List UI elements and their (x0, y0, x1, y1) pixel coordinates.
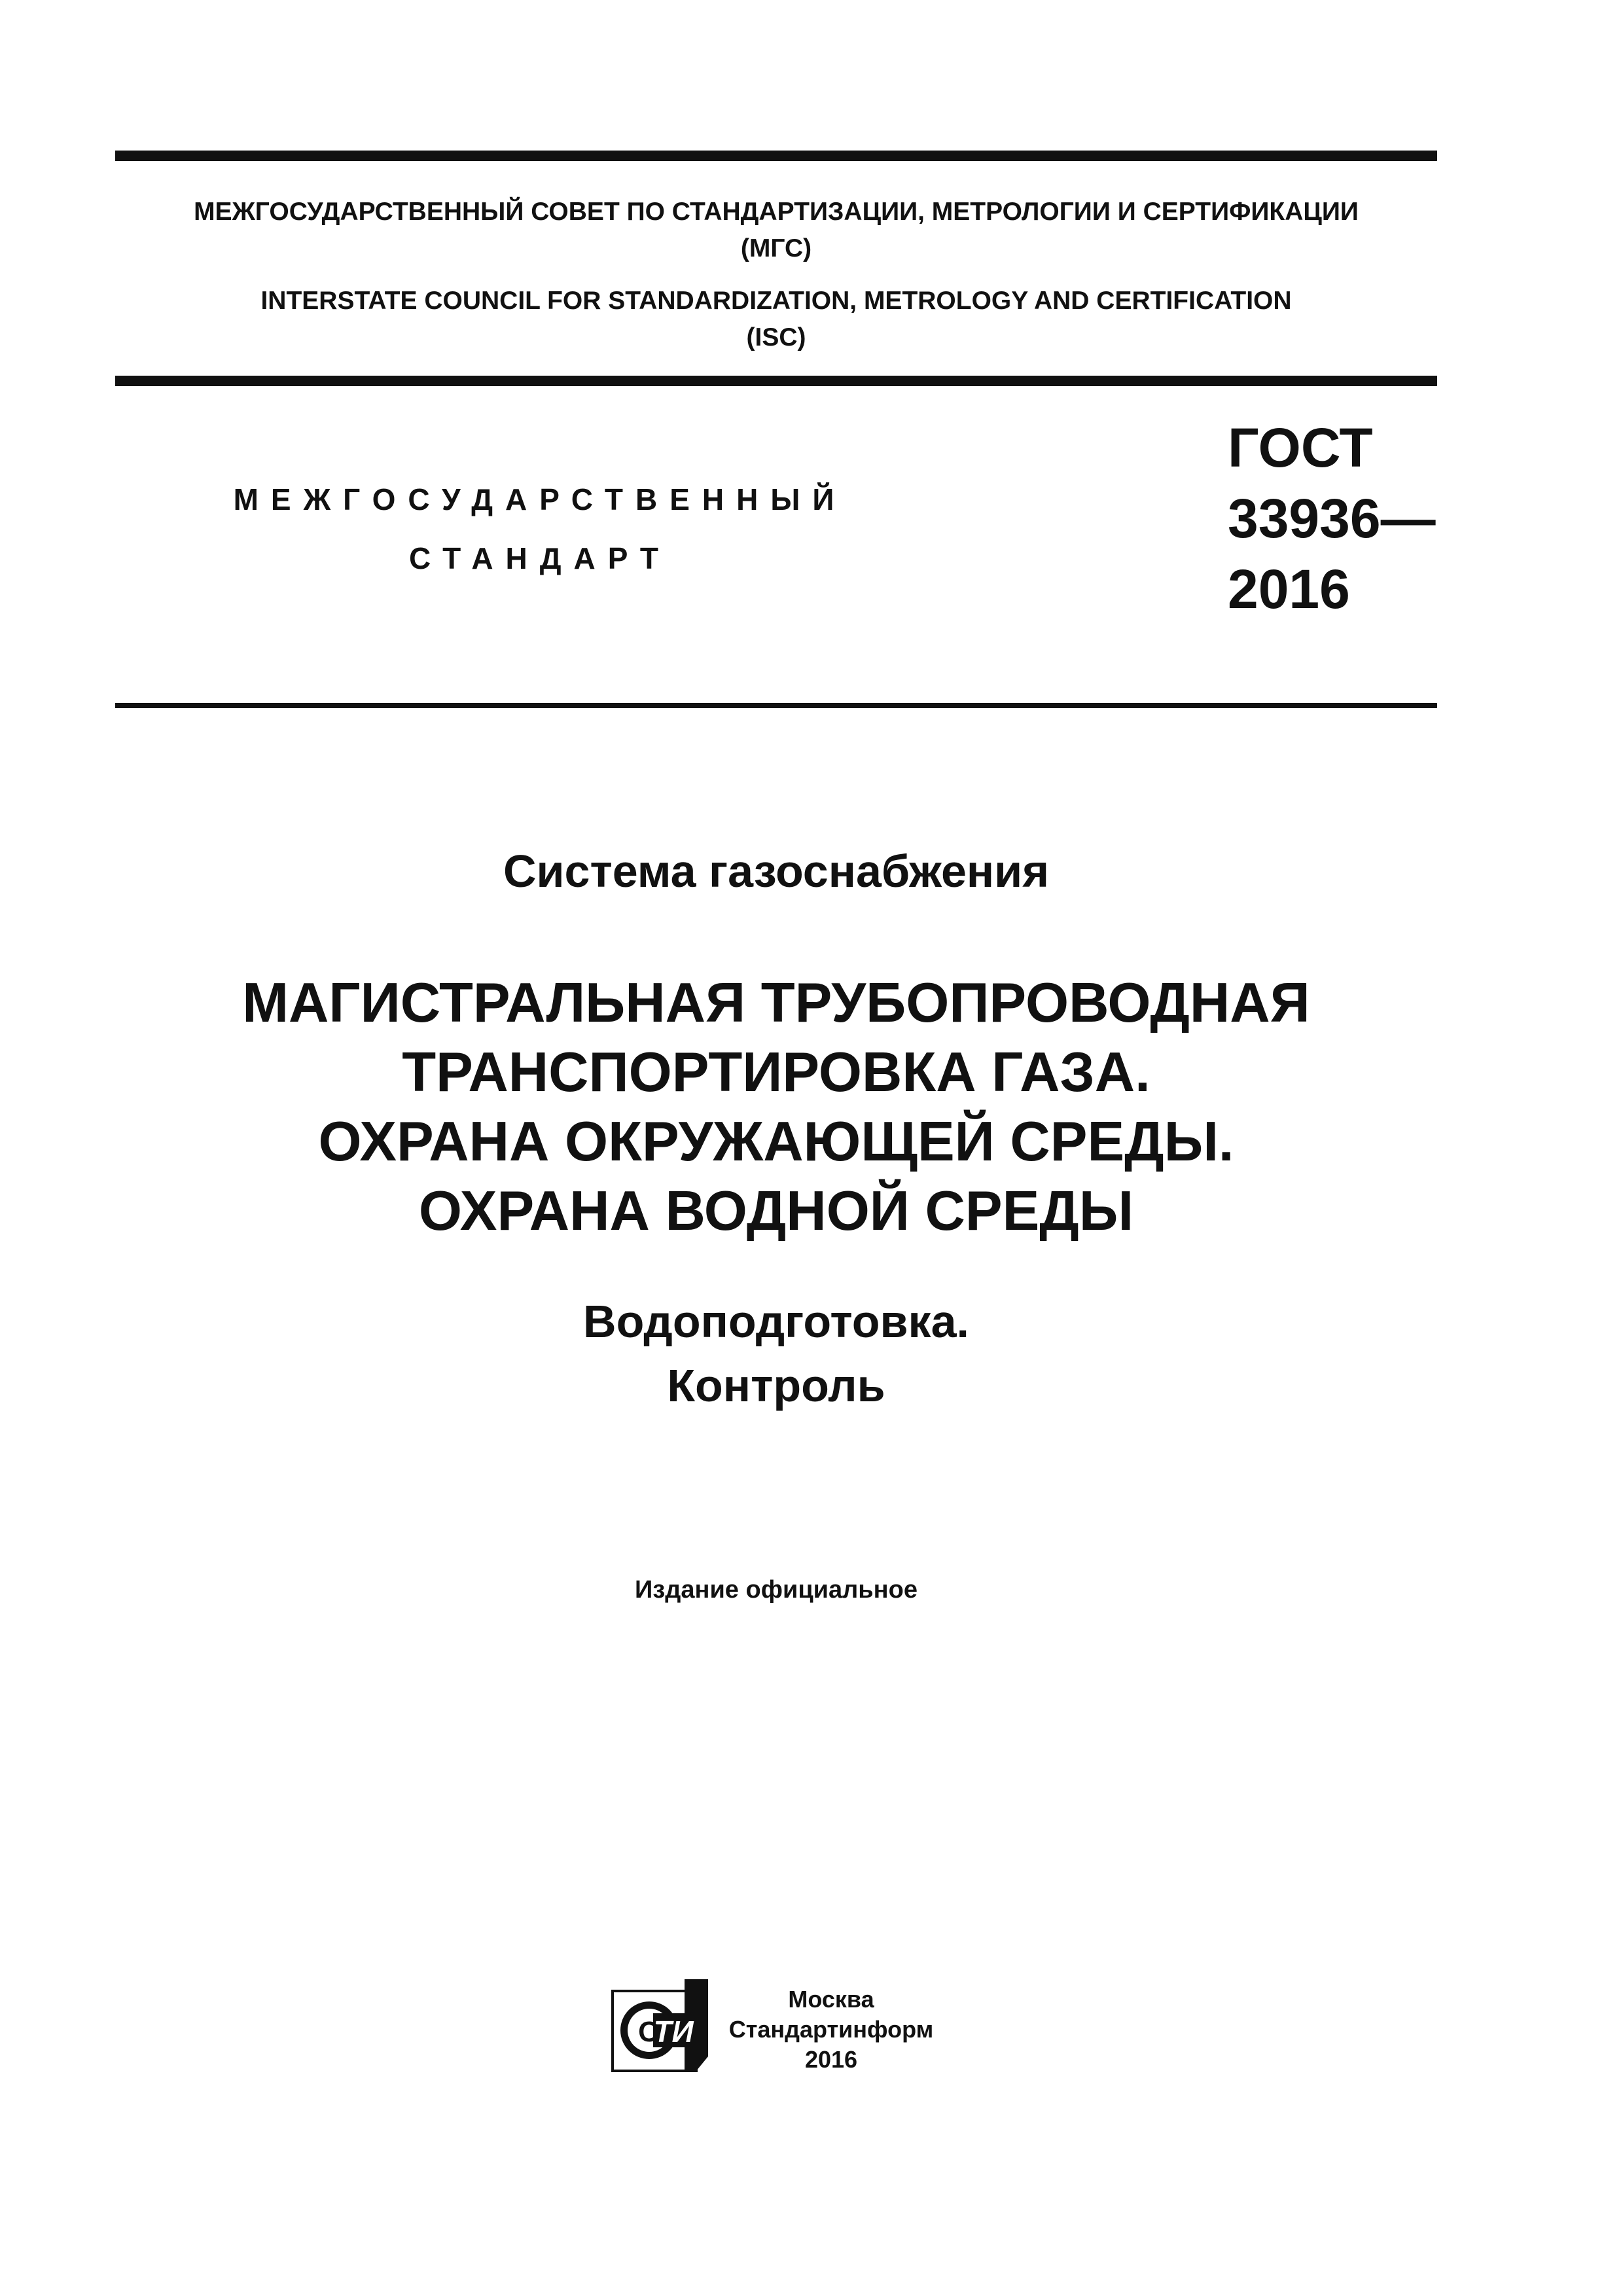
designation-line2: 33936— (1228, 488, 1436, 549)
main-title-line: ОХРАНА ВОДНОЙ СРЕДЫ (418, 1180, 1134, 1242)
main-title-line: ТРАНСПОРТИРОВКА ГАЗА. (402, 1041, 1150, 1103)
standard-kind-line1: МЕЖГОСУДАРСТВЕННЫЙ (233, 482, 847, 516)
edition-note: Издание официальное (635, 1576, 918, 1604)
designation-line1: ГОСТ (1228, 417, 1373, 478)
publisher-year: 2016 (804, 2046, 858, 2073)
middle-divider (115, 376, 1437, 386)
main-title-line: МАГИСТРАЛЬНАЯ ТРУБОПРОВОДНАЯ (242, 972, 1310, 1034)
standard-designation (1228, 412, 1436, 624)
publisher-name: Стандартинформ (728, 2016, 934, 2043)
subtitle-line: Водоподготовка. (583, 1296, 969, 1347)
svg-text:С: С (638, 2016, 659, 2048)
subtitle-line: Контроль (667, 1360, 885, 1411)
designation-line3: 2016 (1228, 558, 1350, 620)
standartinform-logo-icon (611, 1978, 709, 2073)
main-title (115, 969, 1437, 1246)
lower-divider (115, 703, 1437, 708)
council-abbr-en: (ISC) (746, 323, 806, 351)
standard-kind (196, 470, 883, 588)
council-header (115, 194, 1437, 356)
council-abbr-ru: (МГС) (740, 234, 812, 262)
svg-text:ТИ: ТИ (653, 2015, 694, 2049)
council-name-en: INTERSTATE COUNCIL FOR STANDARDIZATION, METROLOGY AND CERTIFICATION (260, 287, 1292, 315)
system-title: Система газоснабжения (503, 846, 1050, 897)
standard-kind-line2: СТАНДАРТ (409, 541, 671, 575)
council-name-ru: МЕЖГОСУДАРСТВЕННЫЙ СОВЕТ ПО СТАНДАРТИЗАЦИИ, МЕТРОЛОГИИ И СЕРТИФИКАЦИИ (194, 198, 1359, 226)
publisher-block (726, 1984, 936, 2075)
subtitle (115, 1289, 1437, 1418)
publisher-city: Москва (788, 1986, 874, 2013)
main-title-line: ОХРАНА ОКРУЖАЮЩЕЙ СРЕДЫ. (318, 1111, 1234, 1173)
top-divider (115, 151, 1437, 161)
